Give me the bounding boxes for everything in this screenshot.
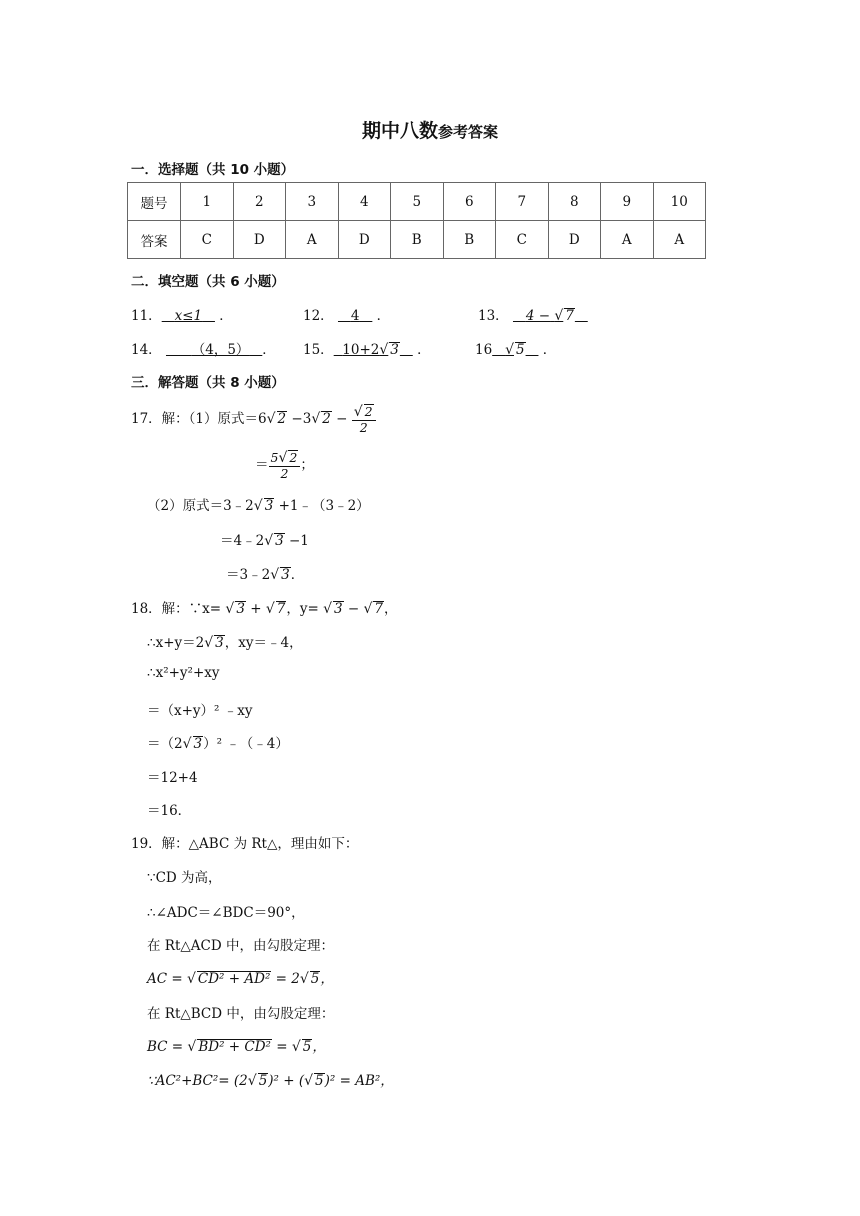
q17-line-2: ＝ $\frac{5√ 2}{2}$ ； — [255, 450, 314, 482]
table-cell: C — [181, 221, 234, 259]
fill-answer-14: 14． （4，5） ． — [131, 342, 276, 358]
fill-answer-16: 16 √ 5 ． — [475, 342, 557, 358]
table-cell: D — [338, 221, 391, 259]
fill-answer-13: 13． 4 − √ 7 — [478, 308, 574, 324]
table-cell: 1 — [181, 183, 234, 221]
q18-line-1: 18．解：∵x= √ 3 + √ 7，y= √ 3 − √ 7， — [131, 601, 398, 617]
table-cell: 7 — [496, 183, 549, 221]
table-cell: B — [443, 221, 496, 259]
q17-line-4: ＝4﹣2√ 3 −1 — [220, 533, 309, 549]
table-cell: B — [391, 221, 444, 259]
table-cell: A — [653, 221, 706, 259]
table-cell: 4 — [338, 183, 391, 221]
table-cell: 题号 — [128, 183, 181, 221]
fill-answer-15: 15． 10+2√ 3 ． — [303, 342, 431, 358]
table-cell: A — [286, 221, 339, 259]
q17-line-1: 17．解：（1）原式＝6√ 2 −3√ 2 − $\frac{√ 2}{2}$ — [131, 404, 376, 435]
table-cell: D — [548, 221, 601, 259]
q17-line-5: ＝3﹣2√ 3． — [226, 567, 305, 583]
table-cell: 2 — [233, 183, 286, 221]
q18-line-7: ＝16． — [147, 803, 192, 819]
table-row — [128, 221, 706, 259]
q18-line-6: ＝12+4 — [147, 770, 198, 786]
q19-line-3: ∴∠ADC＝∠BDC＝90°， — [147, 905, 305, 921]
q19-line-6: 在 Rt△BCD 中，由勾股定理： — [147, 1006, 335, 1022]
table-cell: 9 — [601, 183, 654, 221]
table-cell: 6 — [443, 183, 496, 221]
table-row — [128, 183, 706, 221]
fraction: $\frac{5√ 2}{2}$ — [269, 450, 301, 481]
q18-line-2: ∴x+y＝2√ 3，xy＝﹣4， — [147, 635, 303, 651]
choice-answer-table — [127, 182, 706, 259]
table-cell: C — [496, 221, 549, 259]
section-heading-solve: 三．解答题（共 8 小题） — [131, 375, 285, 391]
fraction: $\frac{√ 2}{2}$ — [352, 404, 376, 435]
table-cell: 3 — [286, 183, 339, 221]
q18-line-3: ∴x²+y²+xy — [147, 665, 220, 681]
q19-line-4: 在 Rt△ACD 中，由勾股定理： — [147, 938, 334, 954]
section-heading-fill: 二．填空题（共 6 小题） — [131, 274, 285, 290]
q19-line-7: BC = √ BD² + CD² = √ 5， — [147, 1039, 326, 1055]
q18-line-4: ＝（x+y）² ﹣xy — [147, 703, 253, 719]
fill-answer-11: 11． x≤1 ． — [131, 308, 233, 324]
fill-answer-12: 12． 4 ． — [303, 308, 391, 324]
q19-line-5: AC = √ CD² + AD² = 2√ 5， — [147, 971, 334, 987]
table-cell: 10 — [653, 183, 706, 221]
table-cell: A — [601, 221, 654, 259]
table-cell: D — [233, 221, 286, 259]
q18-line-5: ＝（2√ 3）² ﹣（﹣4） — [147, 736, 289, 752]
section-heading-choice: 一．选择题（共 10 小题） — [131, 162, 295, 178]
q19-line-1: 19．解：△ABC 为 Rt△，理由如下： — [131, 836, 359, 852]
q17-line-3: （2）原式＝3﹣2√ 3 +1﹣（3﹣2） — [147, 498, 370, 514]
table-cell: 答案 — [128, 221, 181, 259]
table-cell: 5 — [391, 183, 444, 221]
q19-line-2: ∵CD 为高， — [147, 870, 222, 886]
table-cell: 8 — [548, 183, 601, 221]
page-title: 期中八数参考答案 — [361, 120, 499, 142]
q19-line-8: ∵AC²+BC²= (2√ 5)² + (√ 5)² = AB²， — [147, 1073, 394, 1089]
